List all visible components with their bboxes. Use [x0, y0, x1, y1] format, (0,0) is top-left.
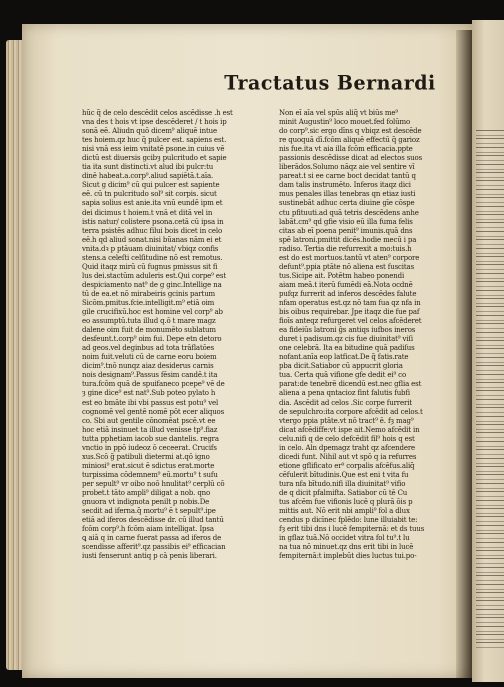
facing-page-line [476, 138, 504, 144]
text-line: fioīs anteqz refurgeret vel celos afcēderet [279, 317, 422, 326]
text-line: spē latroni.pmittit dicēs.hodie mecū i pa [279, 235, 417, 244]
facing-page-line [476, 357, 504, 363]
text-line: defunt⁹.ppia ptāte nō aliena est fuscitas [279, 262, 415, 271]
facing-page-line [476, 416, 504, 422]
facing-page-line [476, 626, 504, 632]
facing-page-line [476, 491, 504, 497]
text-line: liberādos.Solumo nāqz aie vel sentire vī [279, 163, 415, 172]
text-line: dicat afcēdiffe:vt ispe ait.Nemo afcēdit in [279, 425, 420, 434]
facing-page-line [476, 600, 504, 606]
text-line: dia. Ascēdit ad celos .Sic corpe furrerit [279, 398, 412, 407]
facing-page-line [476, 264, 504, 270]
facing-page-line [476, 180, 504, 186]
text-line: eē. cū tn pulcritudo sol⁹ sit corpis. sicut [82, 190, 217, 199]
text-line: citas ab eī poena penit⁹ imunis.quā dns [279, 226, 413, 235]
facing-page-line [476, 256, 504, 262]
text-line: cendus p dicīnec fplēdo: lune illuiabit te: [279, 516, 418, 525]
text-line: vnita.dꝛ p ptāuam diuinitat/ vbiqz confis [82, 244, 219, 253]
facing-page-line [476, 575, 504, 581]
facing-page-line [476, 466, 504, 472]
text-line: nofant.anīa eop latficat.De q̃ fatis.rate [279, 353, 409, 362]
text-line: ad geos.vel deginbus ad tota trāflatōes [82, 344, 215, 353]
facing-page-line [476, 525, 504, 531]
facing-page-line [476, 365, 504, 371]
facing-page-line [476, 374, 504, 380]
text-line: mittis aut. Nō erit nbi ampli⁹ fol a dlux [279, 507, 410, 516]
text-line: turpissima cōdemnem⁹ eū.mortu⁹ t sufu [82, 470, 218, 479]
facing-page-line [476, 441, 504, 447]
facing-page-line [476, 147, 504, 153]
facing-page-line [476, 500, 504, 506]
facing-page-line [476, 533, 504, 539]
text-line: dicedi funt. Nihil aut vt spō q ia refurres [279, 452, 417, 461]
facing-page-line [476, 155, 504, 161]
facing-page-line [476, 214, 504, 220]
text-line: scendisse afferit⁹.qz passibis ei⁹ efficacian [82, 543, 226, 552]
facing-page-line [476, 348, 504, 354]
facing-page-line [476, 298, 504, 304]
text-line: aiam meā.t iterū fumēdi eā.Nota ocdnē [279, 280, 413, 289]
text-line: sustinebāt adhuc certa diuine gīe cōspe [279, 199, 415, 208]
facing-page-line [476, 290, 504, 296]
facing-page-line [476, 248, 504, 254]
text-line: xus.Scō g̃ patibuli dietermi at.qō igno [82, 452, 210, 461]
text-line: iusti fenserunt antiq p cā penis liberari. [82, 552, 217, 561]
text-line: gile crucifixū.hoc est homine vel corp⁹ ab [82, 308, 223, 317]
text-line: duret i padisum.qz cis fue diuinitat⁹ viſi [279, 335, 413, 344]
facing-page-line [476, 231, 504, 237]
facing-page-line [476, 432, 504, 438]
facing-page-line [476, 516, 504, 522]
facing-page-line [476, 483, 504, 489]
text-line: pareat.t si ee carne boct decidat tantū q [279, 172, 416, 181]
text-line: nois designam⁹.Passus fēsim candē.t ita [82, 371, 218, 380]
text-line: minit Augustin⁹ loco mouet.fed folūmo [279, 118, 411, 127]
facing-page-line [476, 542, 504, 548]
facing-page-line [476, 172, 504, 178]
text-line: etiā ad iferos descēdisse dr. cū illud tantū [82, 516, 224, 525]
facing-page-line [476, 550, 504, 556]
text-line: passionis descēdisse dicat ad electos suos [279, 154, 423, 163]
text-line: co. Sbi aut gentile cōnomēat pscē.vt ee [82, 416, 216, 425]
text-line: tia ita sunt distincti.vt alud ibi pulcr:tu [82, 163, 214, 172]
facing-page-line [476, 617, 504, 623]
text-line: do corp⁹.sic ergo dīns q vbiqz est descēde [279, 127, 422, 136]
text-line: tura.fcōm quā de spuifaneco pcepe⁹ vē de [82, 380, 225, 389]
text-line: one celebrā. Ita ea bitudine quā padiſus [279, 344, 415, 353]
text-line: ꝗ aiā q in carne fuerat passa ad iferos de [82, 534, 222, 543]
text-line: est do est mortuos.tantū vt aten⁹ corpore [279, 253, 420, 262]
text-line: hoc etiā insinuet ta illud venisse tp⁹.fiaz [82, 425, 218, 434]
text-line: radiso. Tertia die refurrexit a mo:tuis.h [279, 244, 412, 253]
text-line: ȝ gine dice⁹ est nat⁹.Sub poteo pylato h [82, 389, 216, 398]
text-line: dicim⁹.tnō nunqz aiaz desiderus carnis [82, 362, 214, 371]
facing-page-line [476, 609, 504, 615]
facing-page-line [476, 449, 504, 455]
facing-page-line [476, 382, 504, 388]
text-line: pufqz furrerit ad inferos descēdes falute [279, 289, 417, 298]
text-line: re quoquā dī.fcōm aliquē effectū q̃ garioz [279, 136, 420, 145]
running-head: Tractatus Bernardi [224, 71, 436, 95]
text-line: tua. Certa quā vifione gfe dedit ei⁹ co [279, 371, 407, 380]
text-line: de q dicit pfalmifta. Satiabor cū tē Cu [279, 488, 408, 497]
facing-page-line [476, 323, 504, 329]
facing-page-line [476, 424, 504, 430]
facing-page-line [476, 390, 504, 396]
text-line: sonā eē. Aliudn quō dicem⁹ aliquē intue [82, 127, 217, 136]
text-column-left [82, 109, 258, 561]
text-line: labāt.cm⁹ qd gfie visio eū illa fuma felis [279, 217, 413, 226]
facing-page-line [476, 642, 504, 648]
text-line: in celo. Aln dpemagz traht qz afcendere [279, 443, 416, 452]
facing-page-line [476, 206, 504, 212]
text-line: nisi vnā ess ieim vnitatē psone.in cuius vē [82, 145, 225, 154]
text-line: probet.t tāto ampli⁹ diligat a nob. qno [82, 488, 211, 497]
text-line: fȝ erit tibi dns i lucē fempiternā: et ds tuus [279, 525, 425, 534]
text-line: sapia solius est anie.ita vnū eundē ipm et [82, 199, 223, 208]
facing-page-line [476, 340, 504, 346]
facing-page-edge [472, 20, 504, 682]
text-line: eē.h qd aliud sonat.nisi bũanas nām ei et [82, 235, 222, 244]
page-gutter [456, 30, 472, 678]
text-line: nis fue.ita vt aia illa fcōm efficacia.ppte [279, 145, 413, 154]
text-line: per sepult⁹ vr oibo noō hnulitat⁹ cerplū cō [82, 479, 225, 488]
text-line: aliena a pena qntacioz fint falutis fubfi [279, 389, 410, 398]
text-line: fempiternā:t implebūt dies luctus tui.po- [279, 552, 417, 561]
facing-page-line [476, 273, 504, 279]
text-line: istis natur/ colistere psona.cetā cū ipsa in [82, 217, 224, 226]
text-line: vnctio in ppō iudeoz ō ceceerat. Crucifs [82, 443, 217, 452]
facing-page-line [476, 584, 504, 590]
text-line: nfam operatus est.qz nō tam fua qz nfa in [279, 298, 421, 307]
text-line: miniosi⁹ erat.sicut ē sdictus erat.morte [82, 461, 215, 470]
text-line: dam talis instrumēto. Inferos itaqz dici [279, 181, 411, 190]
facing-page-line [476, 458, 504, 464]
text-line: tutta pphetiam iacob sue dantelis. regra [82, 434, 219, 443]
text-line: celu.nifi q de celo defcēdit fil⁹ hois q est [279, 434, 415, 443]
facing-page-line [476, 399, 504, 405]
facing-page-line [476, 130, 504, 136]
text-line: stens.a celeſti celſitudine nō est remotus. [82, 253, 223, 262]
facing-page-line [476, 474, 504, 480]
text-line: desfeunt.t.corp⁹ oim fui. Depe etn detoro [82, 335, 222, 344]
text-line: tus.Sicipe ait. Potētm habeo ponendi [279, 271, 405, 280]
text-line: vtergo ppia ptāte.vt nō tract⁹ ē. fȝ mag⁹ [279, 416, 414, 425]
text-line: dinē habeat.a.corp⁹.aliud sapiētā.t.aīa. [82, 172, 214, 181]
text-line: bis oibus requirebar. Jpe itaqz die fue paf [279, 308, 420, 317]
text-line: Sicut g dicim⁹ cū qui pulcer est sapiente [82, 181, 220, 190]
text-line: dalene oim fuit de monumēto sublatum [82, 326, 216, 335]
text-line: mus penales illas tenebras qn etiaz iusti [279, 190, 416, 199]
facing-page-line [476, 592, 504, 598]
text-line: tus afcēm fue vifionis lucē q plurā ōis p [279, 498, 413, 507]
facing-page-line [476, 281, 504, 287]
text-line: eo assumptū.tuta illud q.ō t mare magz [82, 317, 216, 326]
text-line: cognomē vel gentē nomē pōt ecer aliquos [82, 407, 225, 416]
text-line: tes hoiem.qz huc q̃ pulcer est. sapiens est. [82, 136, 227, 145]
text-line: dei dicimus t hoiem.t vnā et ditā vel in [82, 208, 213, 217]
facing-page-line [476, 164, 504, 170]
text-line: etione gflificato er⁹ corpalis afcēfus.aliq̃ [279, 461, 415, 470]
facing-page-line [476, 306, 504, 312]
facing-page-line [476, 407, 504, 413]
facing-page-line [476, 222, 504, 228]
text-column-right [279, 109, 455, 561]
facing-page-line [476, 634, 504, 640]
text-line: dictū est diuersis gcibȝ pulcritudo et sapie [82, 154, 227, 163]
facing-page-line [476, 197, 504, 203]
text-line: Quid itaqz mirū cū fugnus pmissus sit fi [82, 262, 218, 271]
text-line: noim fuit.veluti cū de carne eoru boiem [82, 353, 217, 362]
text-line: Sicōm.pmitus.fcie.intelligit.m⁹ etiā oim [82, 298, 215, 307]
text-line: Non eī aīa vel spūs aliq̃ vt biūs me⁹ [279, 109, 399, 117]
text-line: fcōm corp⁹.h fcōm aiam intelligat. Ipsa [82, 525, 214, 534]
text-line: cēfulerit bītudinis.Que est eni t vita fu [279, 470, 409, 479]
text-line: tū de ea.et nō mirabeiris gcinis partum [82, 289, 216, 298]
facing-page-line [476, 189, 504, 195]
text-line: tura nfa bītudo.nifi illa diuinitat⁹ vifio [279, 479, 406, 488]
facing-page-line [476, 315, 504, 321]
text-line: ea fideiūs latroni ĝs antiqs iufbos ineros [279, 326, 416, 335]
text-line: secdit ad iferna.q̃ mortu⁹ ē t sepult⁹.ipe [82, 507, 216, 516]
text-line: na tua nō minuet.qz dns erit tibi in lucē [279, 543, 414, 552]
facing-page-line [476, 558, 504, 564]
text-line: terra psistēs adhuc filui bois dicet in celo [82, 226, 223, 235]
text-line: pba dicit.Satiabor cū appucrit gloria [279, 362, 403, 371]
facing-page-line [476, 567, 504, 573]
text-line: parat:de tenebrē dicendū est.nec gflia est [279, 380, 422, 389]
facing-page-line [476, 239, 504, 245]
facing-page-line [476, 332, 504, 338]
text-line: hŭc q̃ de celo descēdit celos ascēdisse .h est [82, 109, 233, 117]
text-line: despiciamento nat⁹ de g ginc.Intellige na [82, 280, 222, 289]
facing-page-line [476, 508, 504, 514]
text-line: de sepulchro:ita corpore afcēdit ad celos.t [279, 407, 423, 416]
text-line: est eo bmāte ibi vbi passus est potu⁹ vel [82, 398, 219, 407]
text-line: vna des t hois vt ipse descēderet / t hois ip [82, 118, 227, 127]
text-line: lus dei.stactūm aduleris est.Qui corpe⁹ est [82, 271, 226, 280]
text-line: in gflaz tuā.Nō occidet vitra fol tu⁹.t lu [279, 534, 410, 543]
text-line: gnuora vt indignota penilt p nobis.De [82, 498, 210, 507]
text-line: ctu pfituuti.ad quā tetris descēdens anhe [279, 208, 419, 217]
